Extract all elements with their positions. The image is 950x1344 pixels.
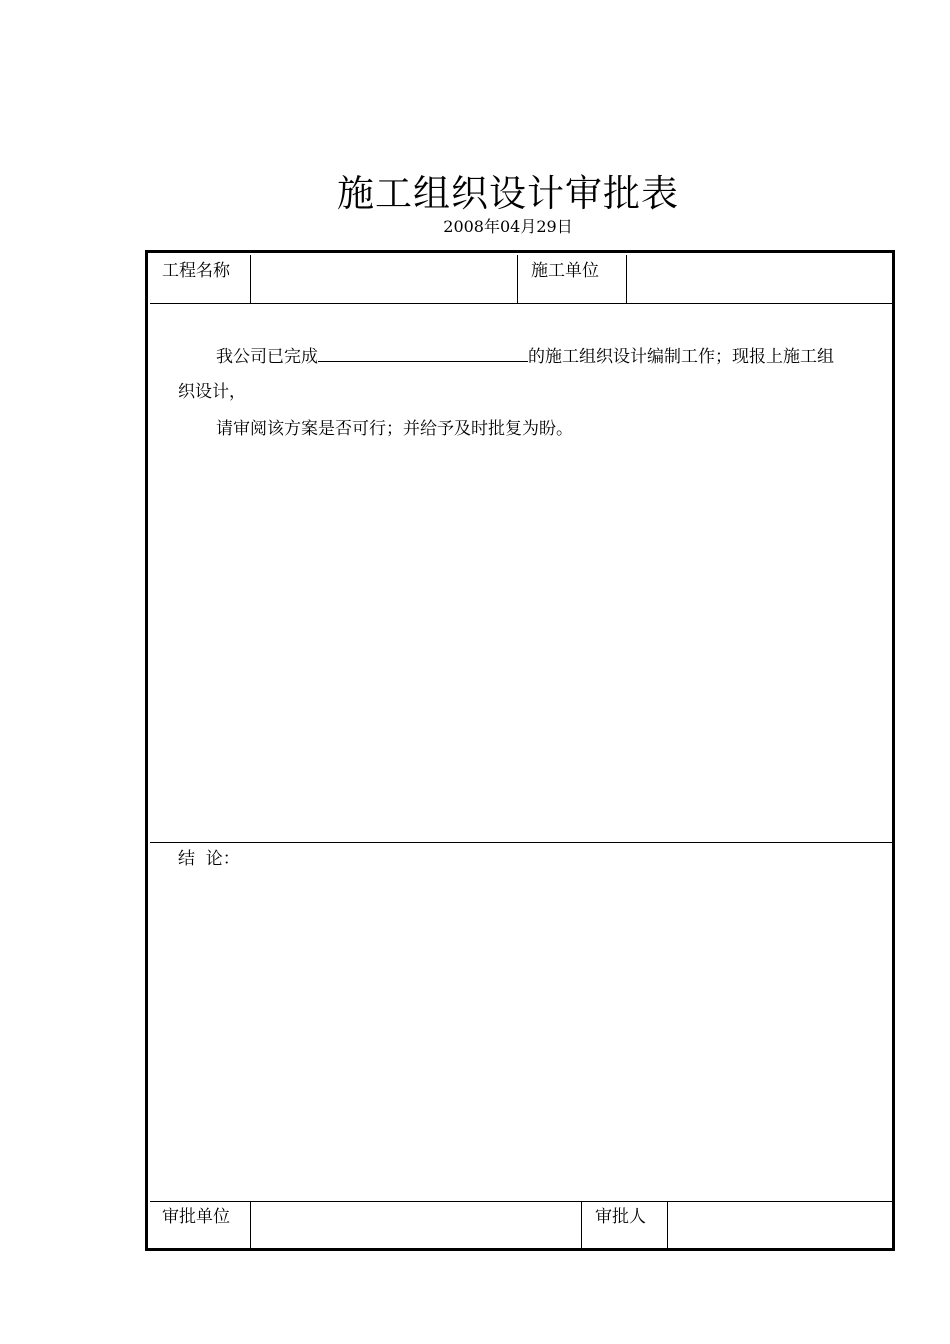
divider (667, 1201, 668, 1250)
approval-form-table (145, 250, 895, 1251)
divider (626, 255, 627, 303)
application-line-3: 请审阅该方案是否可行；并给予及时批复为盼。 (216, 419, 573, 439)
row-divider (150, 303, 892, 304)
application-text-before: 我公司已完成 (216, 347, 318, 367)
approver-label: 审批人 (595, 1207, 646, 1227)
construction-unit-label: 施工单位 (531, 261, 599, 281)
project-blank-field[interactable] (318, 342, 528, 362)
form-date: 2008年04月29日 (443, 217, 573, 236)
project-name-label: 工程名称 (162, 261, 230, 281)
row-divider (150, 1201, 892, 1202)
divider (517, 255, 518, 303)
conclusion-field[interactable] (178, 877, 878, 1197)
application-line-1 (216, 342, 834, 369)
divider (581, 1201, 582, 1250)
application-text-after: 的施工组织设计编制工作；现报上施工组 (528, 347, 834, 367)
divider (250, 255, 251, 303)
conclusion-label: 结 论： (178, 849, 240, 869)
row-divider (150, 842, 892, 843)
form-title: 施工组织设计审批表 (337, 172, 679, 215)
divider (250, 1201, 251, 1250)
approval-unit-label: 审批单位 (162, 1207, 230, 1227)
application-line-2: 织设计， (178, 382, 246, 402)
